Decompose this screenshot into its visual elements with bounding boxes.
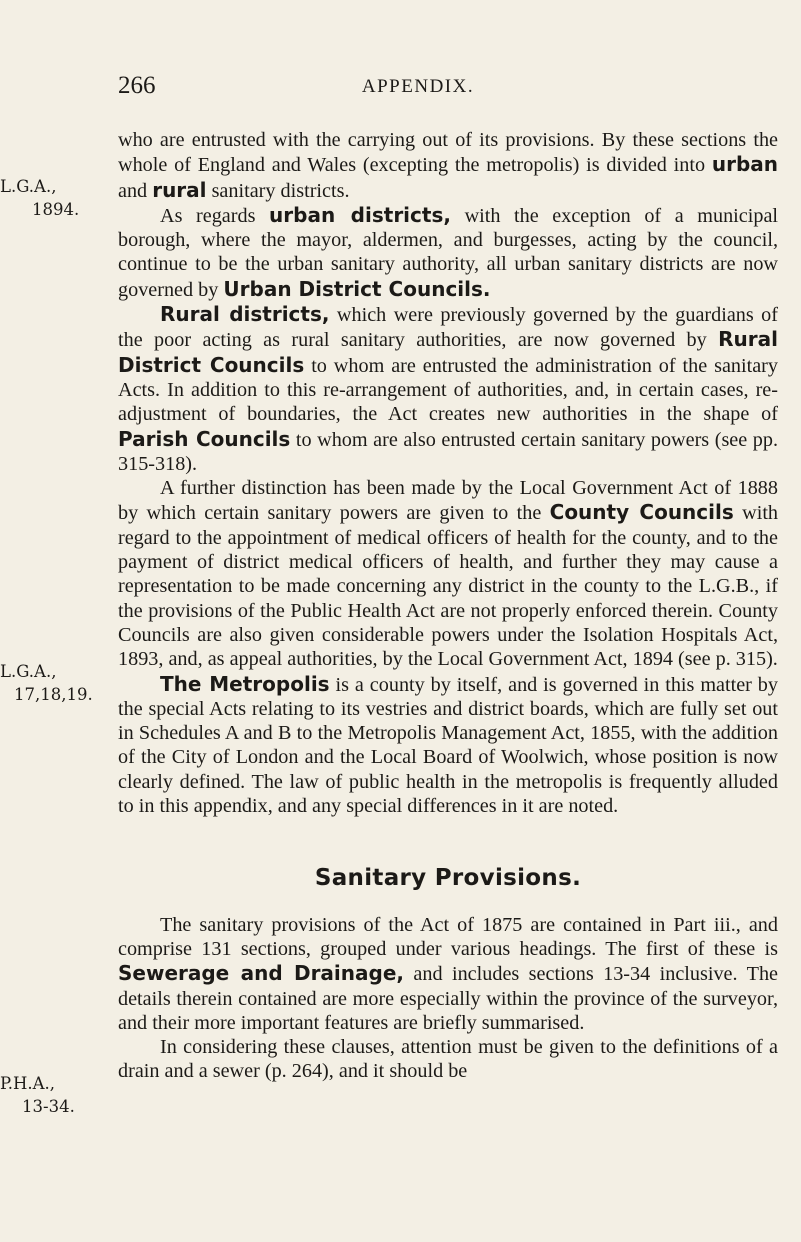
running-head: APPENDIX. <box>361 76 475 97</box>
paragraph: The Metropolis is a county by itself, and is governed in this matter by the special Acts relating to its vestries and district boards, which are fully set out in Schedules A and B to the Metropolis Management Act, 1855, with the addition of the City of London and the Local Board of Woolwich, whose position is now clearly defined. The law of public health in the metropolis is frequently alluded to in this appendix, and any special differences in it are noted. <box>118 671 778 818</box>
margin-note <box>0 1072 112 1118</box>
paragraph: Rural districts, which were previously governed by the guardians of the poor acting as rural sanitary authorities, are now governed by Rural District Councils to whom are entrusted the administration of the sanitary Acts. In addition to this re-arrangement of authorities, and, in certain cases, re-adjustment of boundaries, the Act creates new authorities in the shape of Parish Councils to whom are also entrusted certain sanitary powers (see pp. 315-318). <box>118 302 779 475</box>
bold-term: Sewerage and Drainage, <box>118 961 404 986</box>
bold-term: Urban District Councils. <box>223 276 491 301</box>
paragraph: In considering these clauses, attention must be given to the definitions of a drain and a sewer (p. 264), and it should be <box>118 1036 778 1083</box>
bold-term: County Councils <box>549 500 734 525</box>
paragraph: A further distinction has been made by the Local Government Act of 1888 by which certain sanitary powers are given to the County Councils with regard to the appointment of medical officers of health for the county, and to the payment of district medical officers of health, and further they may cause a representation to be made concerning any district in the county to the L.G.B., if the provisions of the Public Health Act are not properly enforced therein. County Councils are also given considerable powers under the Isolation Hospitals Act, 1893, and, as appeal authorities, by the Local Government Act, 1894 (see p. 315). <box>118 477 779 671</box>
page-header <box>118 72 758 100</box>
paragraph: who are entrusted with the carrying out of its provisions. By these sections the whole of England and Wales (excepting the metropolis) is divided into urban and rural sanitary districts. <box>118 129 779 202</box>
bold-term: urban <box>711 152 779 177</box>
bold-term: rural <box>152 177 207 202</box>
bold-term: Rural districts, <box>160 302 330 327</box>
section-heading: Sanitary Provisions. <box>314 865 582 892</box>
paragraph: The sanitary provisions of the Act of 1875 are contained in Part iii., and comprise 131 sections, grouped under various headings. The first of these is Sewerage and Drainage, and includes sections 13-34 inclusive. The details therein contained are more especially within the province of the surveyor, and their more important features are briefly summarised. <box>118 913 779 1034</box>
body-text <box>118 128 778 1084</box>
page-number: 266 <box>118 72 156 99</box>
bold-term: urban districts, <box>269 202 451 227</box>
margin-note-sections: 13-34. <box>22 1097 75 1116</box>
paragraph: As regards urban districts, with the exception of a municipal borough, where the mayor, aldermen, and burgesses, acting by the council, continue to be the urban sanitary authority, all urban sanitary districts are now governed by Urban District Councils. <box>118 202 779 301</box>
margin-note-sections: 17,18,19. <box>14 685 93 704</box>
margin-note-act: P.H.A., <box>0 1074 56 1093</box>
margin-note-act: L.G.A., <box>0 662 57 681</box>
bold-term: Rural District Councils <box>118 327 779 377</box>
margin-note-year: 1894. <box>32 200 80 219</box>
margin-note <box>0 660 112 706</box>
bold-term: Parish Councils <box>118 426 291 451</box>
margin-note-act: L.G.A., <box>0 177 57 196</box>
bold-term: The Metropolis <box>160 671 330 696</box>
margin-note <box>0 175 112 221</box>
